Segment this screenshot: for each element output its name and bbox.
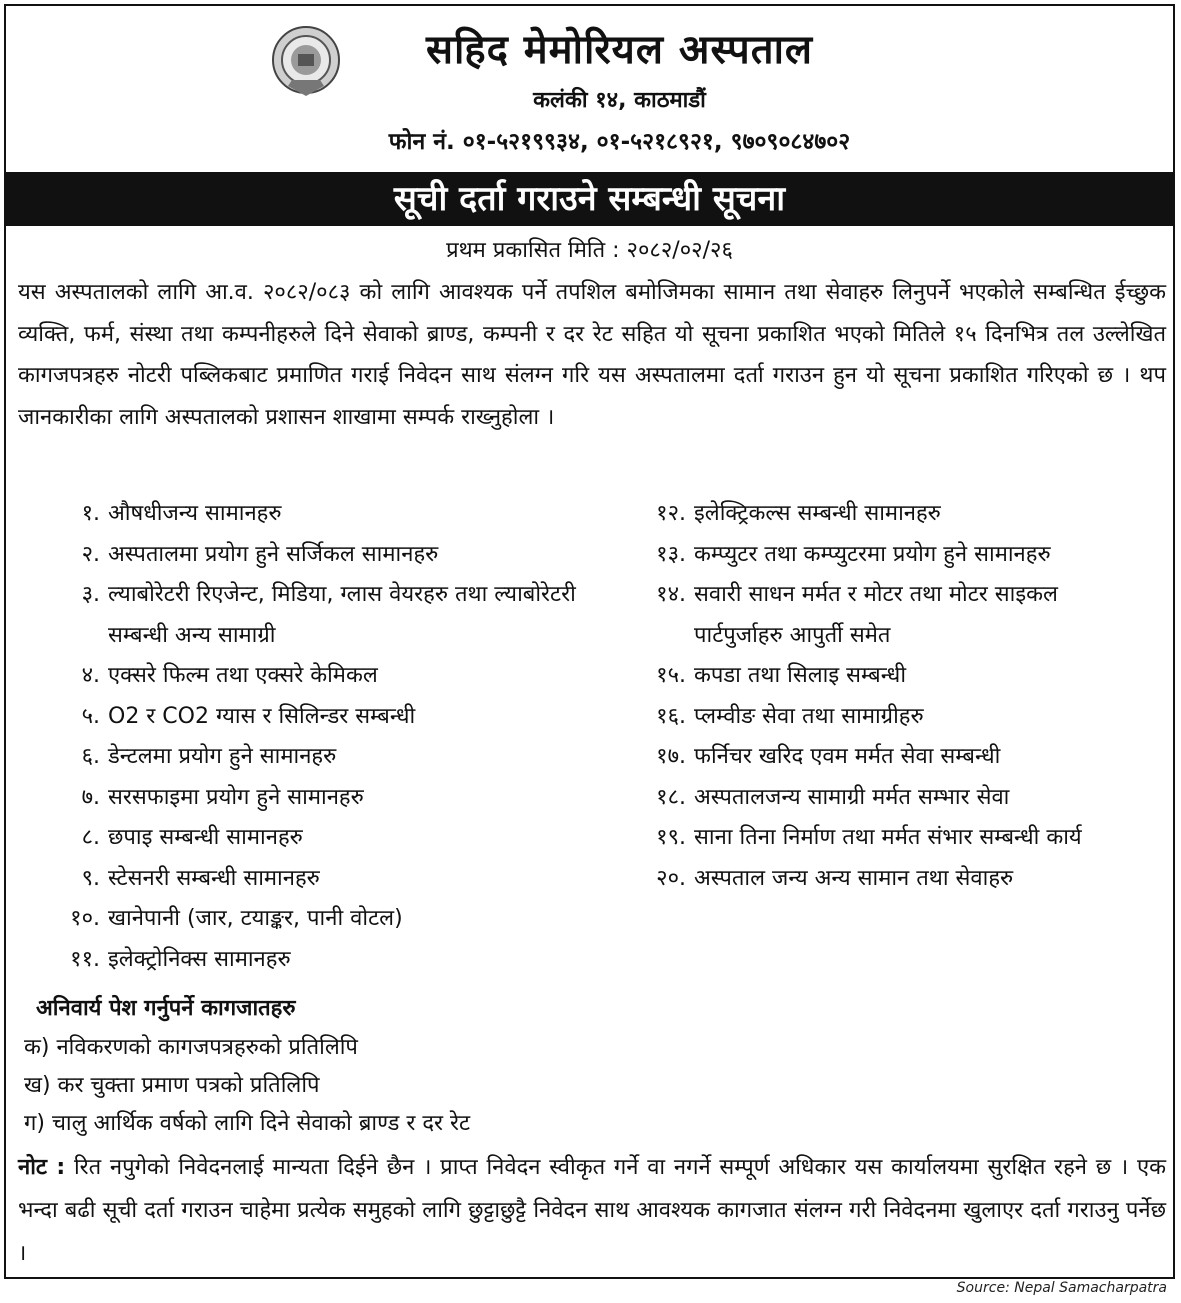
- list-item: ७. सरसफाइमा प्रयोग हुने सामानहरु: [81, 784, 364, 810]
- header: [6, 6, 1173, 174]
- source-credit: Source: Nepal Samacharpatra: [956, 1280, 1167, 1296]
- hospital-name: सहिद मेमोरियल अस्पताल: [425, 27, 814, 73]
- list-item: ११. इलेक्ट्रोनिक्स सामानहरु: [70, 946, 291, 972]
- list-item: १०. खानेपानी (जार, टयाङ्कर, पानी वोटल): [70, 906, 403, 931]
- list-item: ६. डेन्टलमा प्रयोग हुने सामानहरु: [81, 744, 337, 769]
- note-label: नोट :: [18, 1155, 66, 1180]
- list-item: १६. प्लम्वीङ सेवा तथा सामाग्रीहरु: [656, 703, 924, 729]
- list-item: ५. O2 र CO2 ग्यास र सिलिन्डर सम्बन्धी: [81, 703, 416, 729]
- list-item: १५. कपडा तथा सिलाइ सम्बन्धी: [656, 663, 907, 688]
- list-item: १८. अस्पतालजन्य सामाग्री मर्मत सम्भार सेवा: [656, 784, 1010, 810]
- list-item: १३. कम्प्युटर तथा कम्प्युटरमा प्रयोग हुने सामानहरु: [656, 541, 1051, 567]
- list-item: १४. सवारी साधन मर्मत र मोटर तथा मोटर साइकल पार्टपुर्जाहरु आपुर्ती समेत: [656, 582, 1058, 648]
- document-item: ख) कर चुक्ता प्रमाण पत्रको प्रतिलिपि: [24, 1073, 320, 1098]
- note-text: रित नपुगेको निवेदनलाई मान्यता दिईने छैन । प्राप्त निवेदन स्वीकृत गर्ने वा नगर्ने सम्पूर्ण अधिकार यस कार्यालयमा सुरक्षित रहने छ । एक भन्दा बढी सूची दर्ता गराउन चाहेमा प्रत्येक समुहको लागि छुट्टाछुट्टै निवेदन साथ आवश्यक कागजात संलग्न गरी निवेदनमा खुलाएर दर्ता गराउनु पर्नेछ ।: [18, 1155, 1167, 1266]
- list-item: २. अस्पतालमा प्रयोग हुने सर्जिकल सामानहरु: [81, 541, 439, 567]
- notice-title: सूची दर्ता गराउने सम्बन्धी सूचना: [6, 172, 1173, 226]
- note-paragraph: [18, 1146, 1166, 1275]
- notice-frame: [4, 4, 1175, 1279]
- list-item: १७. फर्निचर खरिद एवम मर्मत सेवा सम्बन्धी: [656, 744, 1001, 769]
- hospital-address: कलंकी १४, काठमाडौं: [533, 88, 706, 113]
- document-item: क) नविकरणको कागजपत्रहरुको प्रतिलिपि: [24, 1035, 358, 1060]
- list-item: ३. ल्याबोरेटरी रिएजेन्ट, मिडिया, ग्लास वेयरहरु तथा ल्याबोरेटरी सम्बन्धी अन्य सामाग्री: [81, 582, 576, 648]
- list-item: ९. स्टेसनरी सम्बन्धी सामानहरु: [81, 865, 320, 891]
- list-item: १. औषधीजन्य सामानहरु: [81, 501, 282, 526]
- hospital-phone: फोन नं. ०१-५२१९९३४, ०१-५२१८९२१, ९७०९०८४७०२: [388, 129, 851, 155]
- list-item: १२. इलेक्ट्रिकल्स सम्बन्धी सामानहरु: [656, 501, 941, 526]
- list-item: ४. एक्सरे फिल्म तथा एक्सरे केमिकल: [81, 663, 378, 688]
- intro-paragraph: यस अस्पतालको लागि आ.व. २०८२/०८३ को लागि आवश्यक पर्ने तपशिल बमोजिमका सामान तथा सेवाहरु लिनुपर्ने भएकोले सम्बन्धित ईच्छुक व्यक्ति, फर्म, संस्था तथा कम्पनीहरुले दिने सेवाको ब्राण्ड, कम्पनी र दर रेट सहित यो सूचना प्रकाशित भएको मितिले १५ दिनभित्र तल उल्लेखित कागजपत्रहरु नोटरी पब्लिकबाट प्रमाणित गराई निवेदन साथ संलग्न गरि यस अस्पतालमा दर्ता गराउन हुन यो सूचना प्रकाशित गरिएको छ । थप जानकारीका लागि अस्पतालको प्रशासन शाखामा सम्पर्क राख्नुहोला ।: [18, 280, 1166, 430]
- list-item: १९. साना तिना निर्माण तथा मर्मत संभार सम्बन्धी कार्य: [656, 825, 1082, 850]
- items-list-right: [622, 494, 1162, 899]
- document-item: ग) चालु आर्थिक वर्षको लागि दिने सेवाको ब्राण्ड र दर रेट: [24, 1111, 471, 1136]
- publish-date: प्रथम प्रकासित मिति : २०८२/०२/२६: [446, 238, 733, 263]
- items-list-left: [20, 494, 600, 980]
- list-item: ८. छपाइ सम्बन्धी सामानहरु: [81, 825, 303, 850]
- required-documents-heading: अनिवार्य पेश गर्नुपर्ने कागजातहरु: [36, 996, 296, 1021]
- required-documents-list: [24, 1029, 470, 1143]
- list-item: २०. अस्पताल जन्य अन्य सामान तथा सेवाहरु: [656, 865, 1014, 891]
